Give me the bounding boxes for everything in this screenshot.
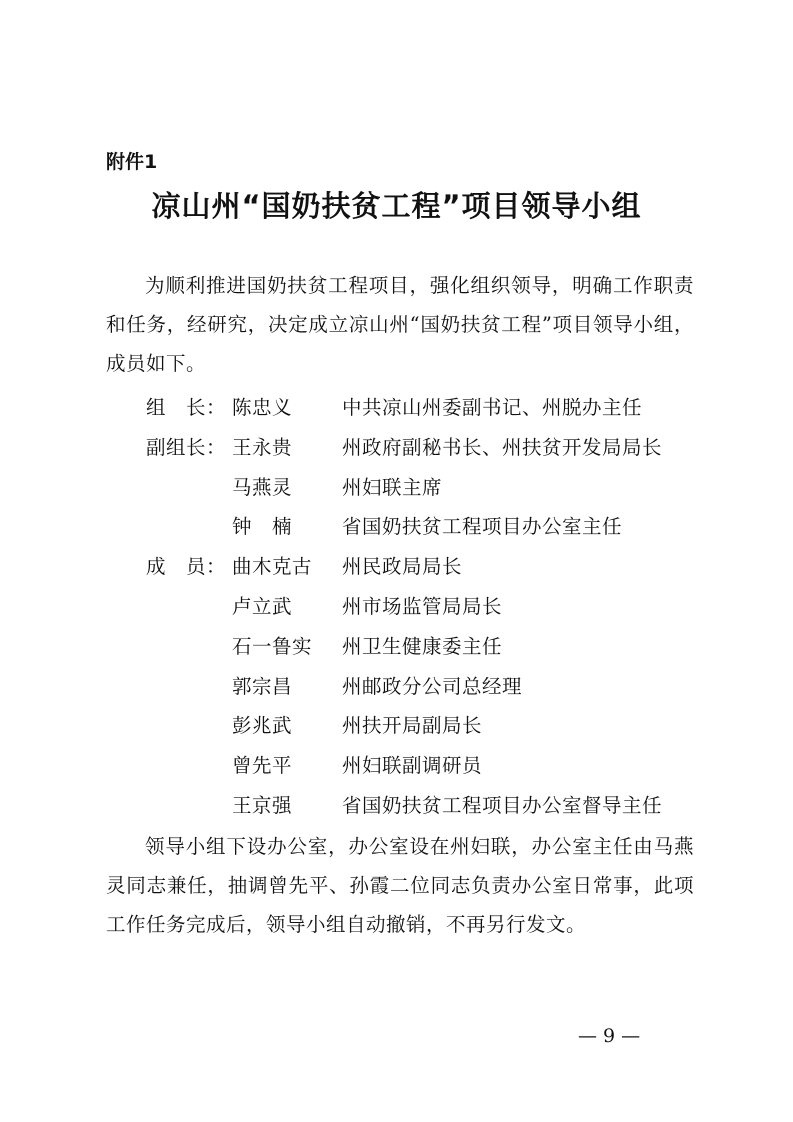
member-name: 王京强	[232, 794, 293, 817]
member-name: 石一鲁实	[232, 634, 313, 658]
member-position: 州民政局局长	[342, 555, 463, 579]
member-position: 州邮政分公司总经理	[342, 674, 523, 698]
member-name: 卢立武	[232, 595, 293, 618]
member-role: 组 长：	[146, 396, 227, 419]
member-position: 州妇联副调研员	[342, 754, 483, 778]
member-position: 州妇联主席	[342, 475, 443, 499]
member-name: 曲木克古	[232, 555, 313, 579]
intro-paragraph: 为顺利推进国奶扶贫工程项目，强化组织领导，明确工作职责和任务，经研究，决定成立凉山州“国奶扶贫工程”项目领导小组，成员如下。	[106, 274, 694, 375]
document-title: 凉山州“国奶扶贫工程”项目领导小组	[151, 189, 642, 223]
member-name: 陈忠义	[232, 396, 293, 419]
member-position: 州政府副秘书长、州扶贫开发局局长	[342, 435, 663, 459]
member-name: 彭兆武	[232, 714, 293, 738]
member-position: 省国奶扶贫工程项目办公室督导主任	[342, 794, 663, 817]
member-position: 中共凉山州委副书记、州脱办主任	[342, 396, 643, 419]
member-name: 郭宗昌	[232, 674, 293, 698]
member-name: 王永贵	[232, 435, 293, 459]
member-name: 曾先平	[232, 754, 293, 778]
member-role: 成 员：	[146, 555, 227, 579]
member-position: 州扶开局副局长	[342, 714, 483, 738]
member-role: 副组长：	[146, 435, 227, 459]
member-position: 州市场监管局局长	[342, 595, 503, 618]
member-name: 马燕灵	[232, 475, 293, 499]
closing-paragraph: 领导小组下设办公室，办公室设在州妇联，办公室主任由马燕灵同志兼任，抽调曾先平、孙霞二位同志负责办公室日常事，此项工作任务完成后，领导小组自动撤销，不再另行发文。	[106, 835, 694, 936]
member-name: 钟 楠	[232, 515, 293, 539]
attachment-label: 附件1	[106, 151, 158, 173]
member-position: 州卫生健康委主任	[342, 634, 503, 658]
member-position: 省国奶扶贫工程项目办公室主任	[342, 515, 623, 539]
page-number: — 9 —	[578, 1025, 641, 1047]
